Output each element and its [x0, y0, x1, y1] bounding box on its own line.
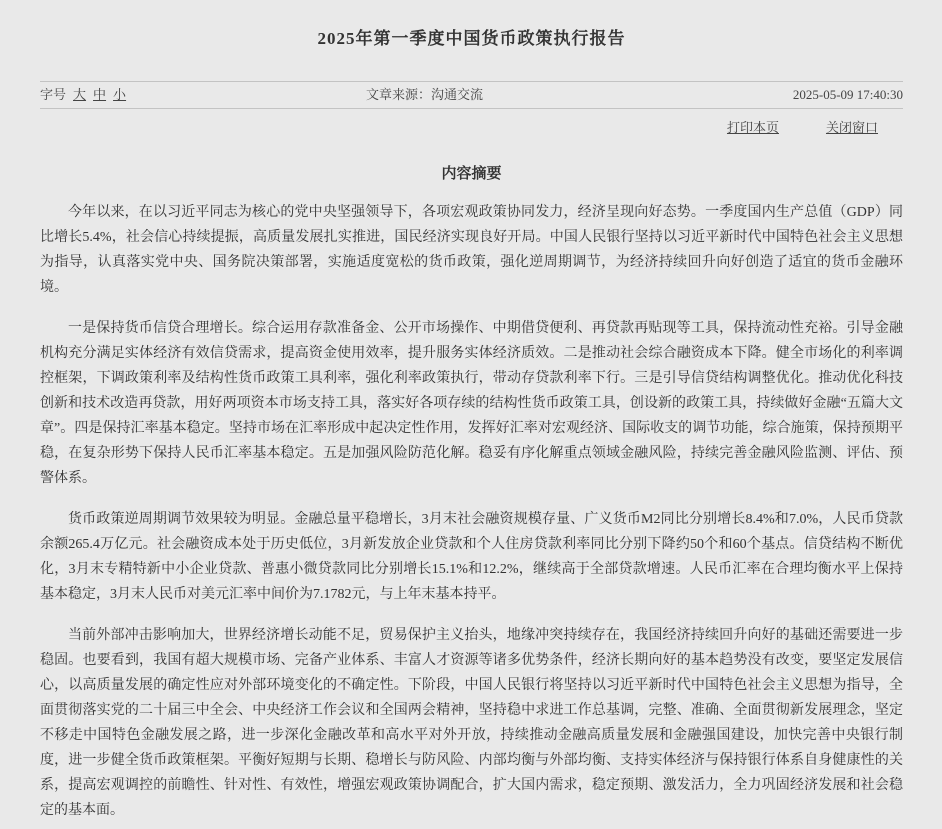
summary-paragraph-outlook: 当前外部冲击影响加大，世界经济增长动能不足，贸易保护主义抬头，地缘冲突持续存在，我国经济持续回升向好的基础还需要进一步稳固。也要看到，我国有超大规模市场、完备产业体系、丰富人才资源等诸多优势条件，经济长期向好的基本趋势没有改变，要坚定发展信心，以高质量发展的确定性应对外部环境变化的不确定性。下阶段，中国人民银行将坚持以习近平新时代中国特色社会主义思想为指导，全面贯彻落实党的二十届三中全会、中央经济工作会议和全国两会精神，坚持稳中求进工作总基调，完整、准确、全面贯彻新发展理念，坚定不移走中国特色金融发展之路，进一步深化金融改革和高水平对外开放，持续推动金融高质量发展和金融强国建设，加快完善中央银行制度，进一步健全货币政策框架。平衡好短期与长期、稳增长与防风险、内部均衡与外部均衡、支持实体经济与保持银行体系自身健康性的关系，提高宏观调控的前瞻性、针对性、有效性，增强宏观政策协调配合，扩大国内需求，稳定预期、激发活力，全力巩固经济发展和社会稳定的基本面。 — [40, 628, 903, 818]
page-title: 2025年第一季度中国货币政策执行报告 — [317, 29, 626, 48]
font-size-small-link[interactable]: 小 — [113, 87, 127, 102]
article-source — [366, 82, 483, 108]
source-value: 沟通交流 — [431, 87, 484, 102]
summary-paragraph-results: 货币政策逆周期调节效果较为明显。金融总量平稳增长，3月末社会融资规模存量、广义货币M2同比分别增长8.4%和7.0%，人民币贷款余额265.4万亿元。社会融资成本处于历史低位，3月新发放企业贷款和个人住房贷款利率同比分别下降约50个和60个基点。信贷结构不断优化，3月末专精特新中小企业贷款、普惠小微贷款同比分别增长15.1%和12.2%，继续高于全部贷款增速。人民币汇率在合理均衡水平上保持基本稳定，3月末人民币对美元汇率中间价为7.1782元，与上年末基本持平。 — [40, 512, 903, 602]
font-size-large-link[interactable]: 大 — [73, 87, 87, 102]
source-label: 文章来源： — [366, 87, 432, 102]
publish-datetime: 2025-05-09 17:40:30 — [792, 87, 903, 102]
close-window-link[interactable]: 关闭窗口 — [825, 120, 878, 135]
summary-paragraph-measures: 一是保持货币信贷合理增长。综合运用存款准备金、公开市场操作、中期借贷便利、再贷款再贴现等工具，保持流动性充裕。引导金融机构充分满足实体经济有效信贷需求，提高资金使用效率，提升服务实体经济质效。二是推动社会综合融资成本下降。健全市场化的利率调控框架，下调政策利率及结构性货币政策工具利率，强化利率政策执行，带动存贷款利率下行。三是引导信贷结构调整优化。推动优化科技创新和技术改造再贷款，用好两项资本市场支持工具，落实好各项存续的结构性货币政策工具，创设新的政策工具，持续做好金融“五篇大文章”。四是保持汇率基本稳定。坚持市场在汇率形成中起决定性作用，发挥好汇率对宏观经济、国际收支的调节功能，综合施策，保持预期平稳，在复杂形势下保持人民币汇率基本稳定。五是加强风险防范化解。稳妥有序化解重点领域金融风险，持续完善金融风险监测、评估、预警体系。 — [40, 321, 903, 486]
font-size-label: 字号 — [40, 87, 67, 102]
meta-bar — [40, 81, 903, 109]
print-page-link[interactable]: 打印本页 — [726, 120, 779, 135]
section-heading: 内容摘要 — [441, 166, 502, 182]
summary-paragraph-overview: 今年以来，在以习近平同志为核心的党中央坚强领导下，各项宏观政策协同发力，经济呈现向好态势。一季度国内生产总值（GDP）同比增长5.4%，社会信心持续提振，高质量发展扎实推进，国民经济实现良好开局。中国人民银行坚持以习近平新时代中国特色社会主义思想为指导，认真落实党中央、国务院决策部署，实施适度宽松的货币政策，强化逆周期调节，为经济持续回升向好创造了适宜的货币金融环境。 — [40, 205, 903, 295]
actions-row — [40, 121, 903, 135]
article-body — [40, 200, 903, 823]
font-size-medium-link[interactable]: 中 — [93, 87, 107, 102]
font-size-control — [40, 82, 126, 108]
